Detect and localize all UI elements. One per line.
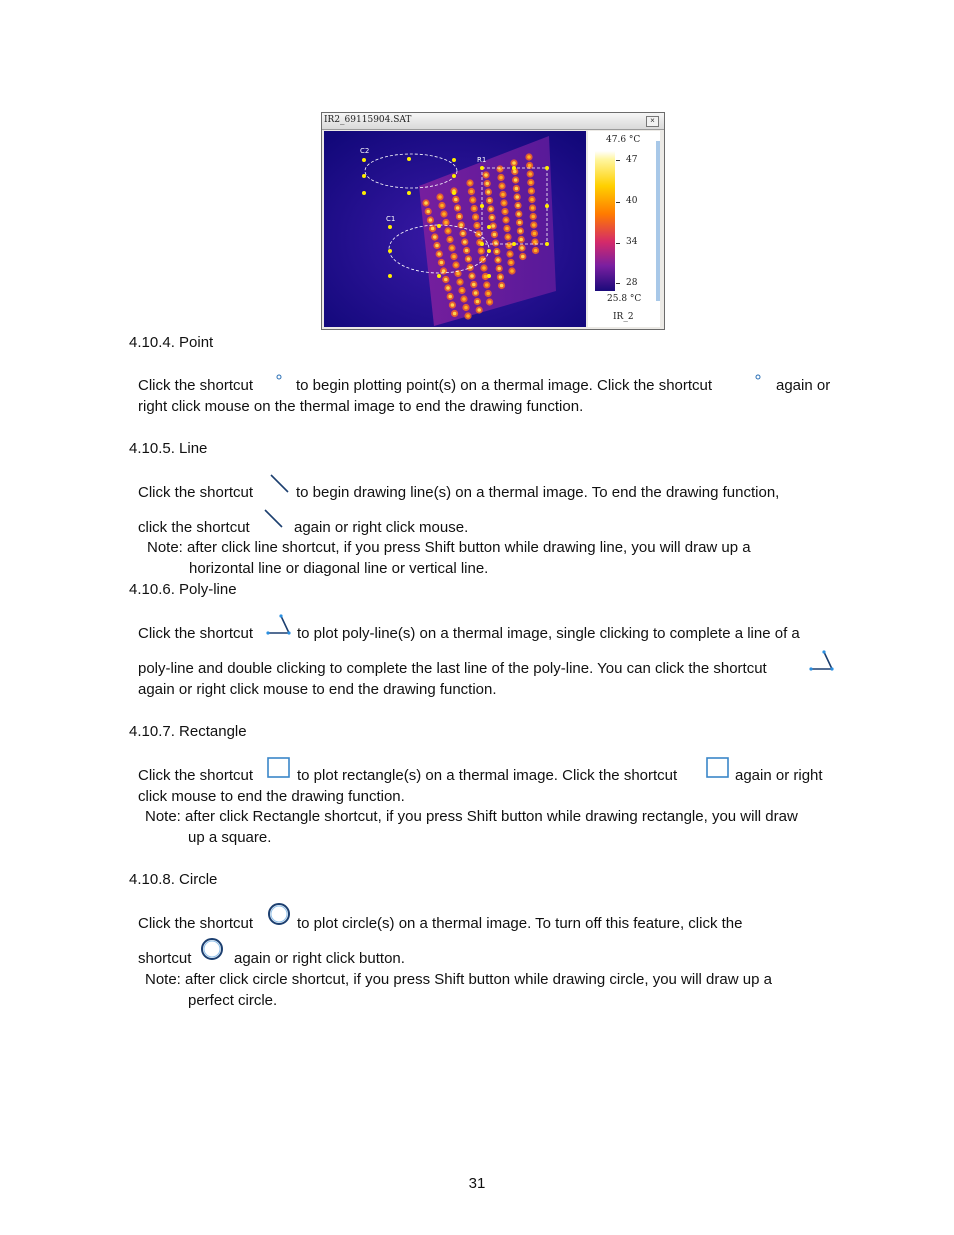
heat-spot (448, 238, 452, 242)
heat-spot (487, 190, 491, 194)
heat-spot (448, 295, 452, 299)
heat-spot (476, 300, 480, 304)
heat-spot (464, 306, 468, 310)
heat-spot (435, 244, 439, 248)
heat-spot (454, 198, 458, 202)
scale-name: IR_2 (613, 312, 634, 322)
point-text-1c: again or (776, 377, 831, 394)
heat-spot (452, 255, 456, 259)
heat-spot (514, 178, 518, 182)
polyline-text-1a: Click the shortcut (138, 625, 254, 642)
rectangle-text-1c: again or right (735, 767, 823, 784)
heat-spot (500, 284, 504, 288)
heat-spot (444, 278, 448, 282)
scale-tick-40: 40 (626, 196, 638, 206)
heat-spot (465, 249, 469, 253)
heat-spot (440, 204, 444, 208)
circle-text-1a: Click the shortcut (138, 915, 254, 932)
heat-spot (466, 314, 470, 318)
thermal-image-window (321, 112, 665, 330)
heat-spot (499, 176, 503, 180)
heat-spot (468, 181, 472, 185)
line-text-2a: click the shortcut (138, 519, 250, 536)
heat-spot (429, 218, 433, 222)
heat-spot (485, 182, 489, 186)
polyline-tool-icon[interactable] (808, 648, 836, 674)
section-heading-polyline: 4.10.6. Poly-line (129, 581, 237, 598)
section-heading-point: 4.10.4. Point (129, 334, 214, 351)
heat-spot (515, 187, 519, 191)
scale-tick-34: 34 (626, 237, 638, 247)
point-text-1a: Click the shortcut (138, 377, 254, 394)
heat-spot (513, 170, 517, 174)
heat-spot (474, 215, 478, 219)
heat-spot (462, 297, 466, 301)
heat-spot (533, 240, 537, 244)
heat-spot (479, 249, 483, 253)
label-c1: C1 (386, 215, 396, 223)
scale-tick-28: 28 (626, 278, 638, 288)
heat-spot (517, 212, 521, 216)
heat-spot (527, 155, 531, 159)
temperature-scale (588, 131, 660, 327)
heat-spot (446, 286, 450, 290)
heat-spot (438, 195, 442, 199)
heat-spot (460, 289, 464, 293)
heat-spot (510, 269, 514, 273)
rectangle-note-2: up a square. (188, 829, 272, 846)
polyline-text-1b: to plot poly-line(s) on a thermal image, single clicking to complete a line of a (297, 625, 800, 642)
heat-spot (532, 223, 536, 227)
heat-spot (475, 224, 479, 228)
line-note-2: horizontal line or diagonal line or vertical line. (189, 560, 489, 577)
heat-spot (461, 232, 465, 236)
heat-spot (500, 184, 504, 188)
line-note-1: Note: after click line shortcut, if you press Shift button while drawing line, you will draw up a (147, 539, 751, 556)
line-tool-icon[interactable] (262, 508, 286, 530)
heat-spot (472, 207, 476, 211)
heat-spot (477, 308, 481, 312)
heat-spot (440, 261, 444, 265)
heat-spot (504, 218, 508, 222)
scale-max-label: 47.6 °C (606, 135, 641, 145)
heat-spot (472, 283, 476, 287)
heat-spot (518, 221, 522, 225)
window-titlebar (322, 113, 664, 130)
heat-spot (471, 198, 475, 202)
heat-spot (431, 227, 435, 231)
heat-spot (474, 291, 478, 295)
heat-spot (463, 240, 467, 244)
heat-spot (495, 250, 499, 254)
heat-spot (446, 229, 450, 233)
heat-spot (467, 257, 471, 261)
heat-spot (458, 215, 462, 219)
point-tool-icon[interactable] (754, 373, 762, 381)
heat-spot (512, 161, 516, 165)
heat-spot (497, 267, 501, 271)
close-button[interactable]: × (646, 116, 659, 127)
heat-spot (528, 172, 532, 176)
heat-spot (484, 275, 488, 279)
circle-text-2a: shortcut (138, 950, 192, 967)
heat-spot (493, 233, 497, 237)
point-text-1b: to begin plotting point(s) on a thermal image. Click the shortcut (296, 377, 713, 394)
heat-spot (520, 246, 524, 250)
point-tool-icon[interactable] (275, 373, 283, 381)
heat-spot (442, 269, 446, 273)
heat-spot (442, 212, 446, 216)
label-c2: C2 (360, 147, 370, 155)
heat-spot (426, 210, 430, 214)
color-bar (595, 151, 615, 291)
heat-spot (488, 300, 492, 304)
polyline-tool-icon[interactable] (265, 612, 293, 638)
scale-min-label: 25.8 °C (607, 294, 642, 304)
heat-spot (506, 235, 510, 239)
section-heading-circle: 4.10.8. Circle (129, 871, 218, 888)
label-r1: R1 (477, 156, 487, 164)
heat-spot (508, 252, 512, 256)
heat-spot (470, 190, 474, 194)
heat-spot (433, 235, 437, 239)
circle-text-1b: to plot circle(s) on a thermal image. To turn off this feature, click the (297, 915, 743, 932)
heat-spot (470, 274, 474, 278)
heat-spot (456, 206, 460, 210)
point-text-2: right click mouse on the thermal image to end the drawing function. (138, 398, 584, 415)
heat-spot (485, 283, 489, 287)
scale-edge (656, 141, 660, 301)
scale-tick-47: 47 (626, 155, 638, 165)
line-text-2b: again or right click mouse. (294, 519, 469, 536)
heat-spot (456, 272, 460, 276)
heat-spot (484, 173, 488, 177)
heat-spot (521, 255, 525, 259)
heat-spot (488, 199, 492, 203)
rectangle-note-1: Note: after click Rectangle shortcut, if you press Shift button while drawing rectangle, you will draw (145, 808, 798, 825)
polyline-text-2: poly-line and double clicking to complete the last line of the poly-line. You can click the shortcut (138, 660, 767, 677)
rectangle-tool-icon[interactable] (266, 756, 292, 782)
heat-spot (530, 198, 534, 202)
heat-spot (505, 227, 509, 231)
line-text-1a: Click the shortcut (138, 484, 254, 501)
line-text-1b: to begin drawing line(s) on a thermal image. To end the drawing function, (296, 484, 780, 501)
polyline-text-3: again or right click mouse to end the drawing function. (138, 681, 497, 698)
heat-spot (491, 224, 495, 228)
heat-spot (454, 263, 458, 267)
circle-note-2: perfect circle. (188, 992, 278, 1009)
heat-spot (489, 207, 493, 211)
section-heading-line: 4.10.5. Line (129, 440, 208, 457)
heat-spot (482, 266, 486, 270)
circle-tool-icon[interactable] (266, 902, 292, 928)
heat-spot (516, 204, 520, 208)
circle-text-2b: again or right click button. (234, 950, 405, 967)
heat-spot (530, 189, 534, 193)
heat-spot (496, 258, 500, 262)
heat-spot (519, 238, 523, 242)
heat-spot (502, 201, 506, 205)
heat-spot (534, 249, 538, 253)
heat-spot (499, 275, 503, 279)
heat-spot (531, 206, 535, 210)
line-tool-icon[interactable] (268, 473, 292, 495)
heat-spot (459, 223, 463, 227)
circle-tool-icon[interactable] (199, 937, 225, 963)
heat-spot (529, 181, 533, 185)
heat-spot (490, 216, 494, 220)
window-title: IR2_69115904.SAT (324, 115, 412, 125)
heat-spot (533, 232, 537, 236)
heat-spot (453, 312, 457, 316)
heat-spot (450, 246, 454, 250)
heat-spot (486, 292, 490, 296)
heat-spot (424, 201, 428, 205)
thermal-image[interactable] (324, 131, 586, 327)
heat-spot (528, 164, 532, 168)
heat-spot (519, 229, 523, 233)
heat-spot (501, 193, 505, 197)
heat-spot (515, 195, 519, 199)
rectangle-text-1b: to plot rectangle(s) on a thermal image. Click the shortcut (297, 767, 678, 784)
rectangle-tool-icon[interactable] (705, 756, 731, 782)
heat-spot (503, 210, 507, 214)
heat-spot (437, 252, 441, 256)
rectangle-text-2: click mouse to end the drawing function. (138, 788, 405, 805)
heat-spot (458, 280, 462, 284)
rectangle-text-1a: Click the shortcut (138, 767, 254, 784)
heat-spot (531, 215, 535, 219)
heat-spot (451, 303, 455, 307)
circle-note-1: Note: after click circle shortcut, if you press Shift button while drawing circle, you will draw up a (145, 971, 772, 988)
page-number: 31 (468, 1175, 486, 1192)
heat-spot (444, 221, 448, 225)
heat-spot (509, 261, 513, 265)
section-heading-rectangle: 4.10.7. Rectangle (129, 723, 247, 740)
